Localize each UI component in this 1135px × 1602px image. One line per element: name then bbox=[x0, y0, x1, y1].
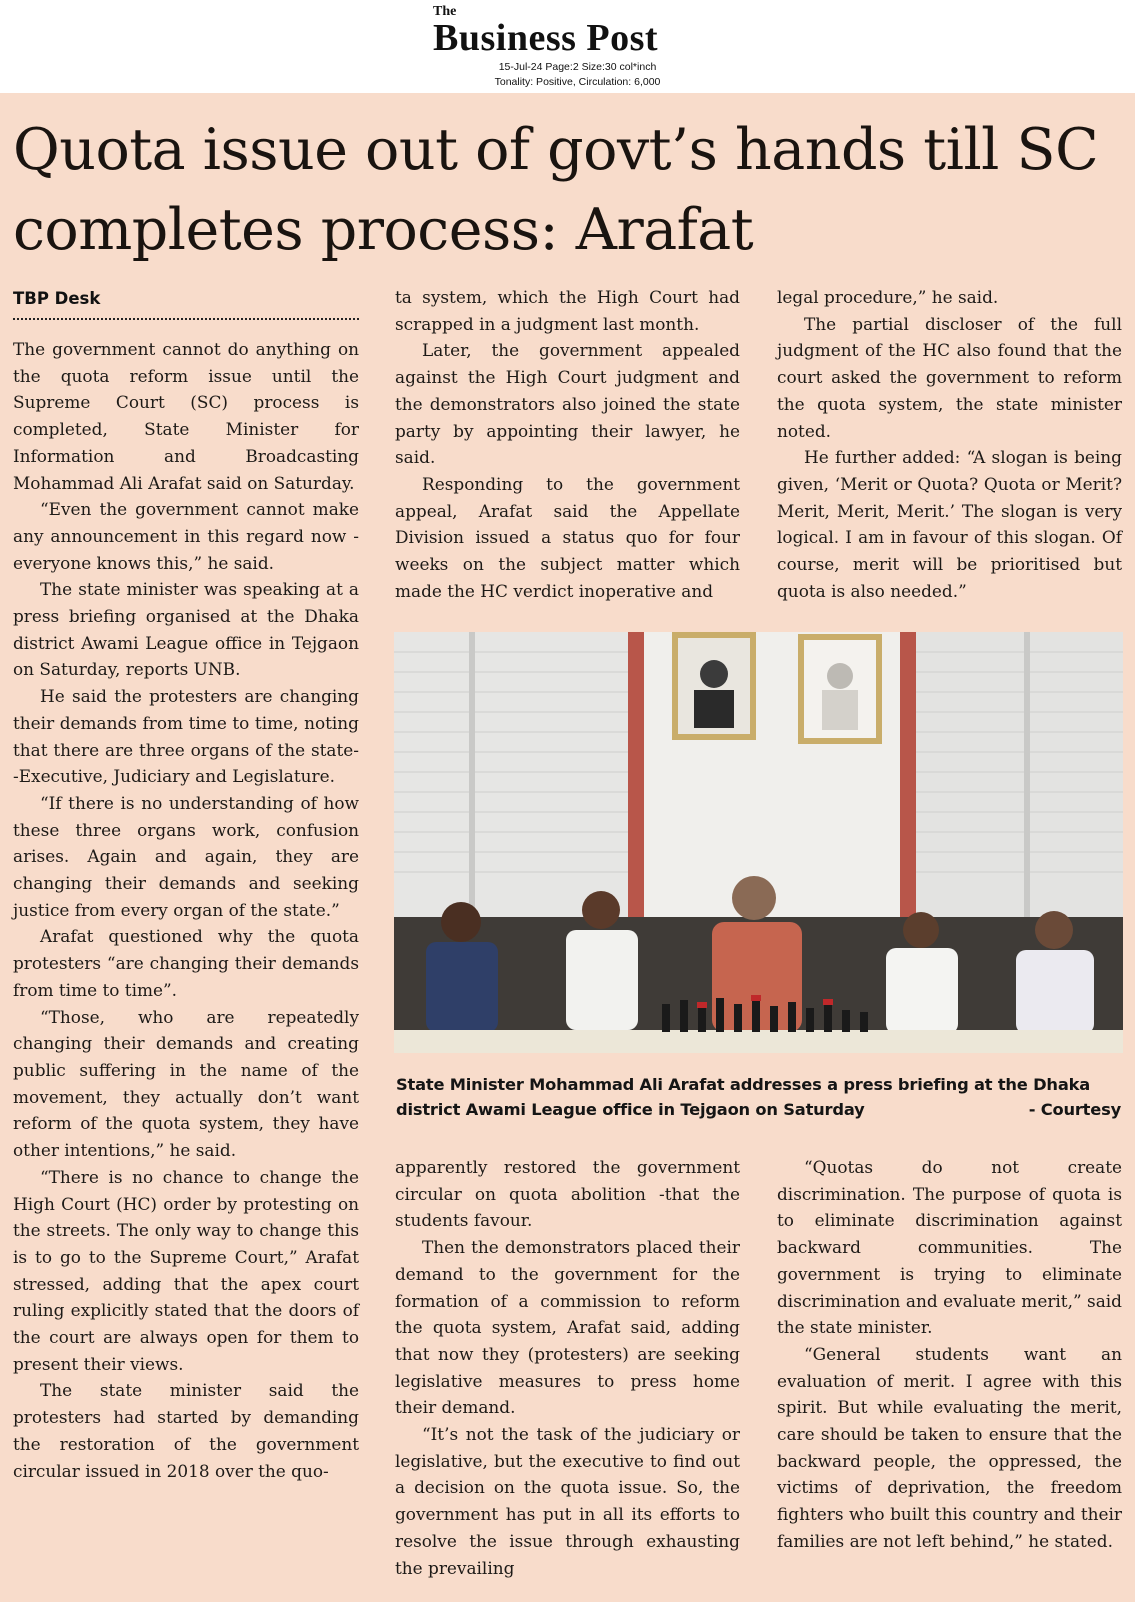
paragraph: legal procedure,” he said. bbox=[777, 287, 999, 307]
paragraph: “There is no chance to change the High Court (HC) order by protesting on the streets. The only way to change this is to go to the Supreme Court,” Arafat stressed, adding that the apex court ruling explicitly stated that the doors of the court are always open for them to present their views. bbox=[13, 1166, 359, 1374]
paragraph: “It’s not the task of the judiciary or legislative, but the executive to find out a decision on the quota issue. So, the government has put in all its efforts to resolve the issue through exhausting the prevailing bbox=[395, 1424, 740, 1578]
paragraph: He further added: “A slogan is being given, ‘Merit or Quota? Quota or Merit? Merit, Merit, Merit.’ The slogan is very logical. I am in favour of this slogan. Of course, merit will be prioritised but quota is also needed.” bbox=[777, 447, 1122, 601]
clip-meta-line1: 15-Jul-24 Page:2 Size:30 col*inch bbox=[498, 61, 657, 73]
paragraph: The state minister said the protesters had started by demanding the restoration of the government circular issued in 2018 over the quo- bbox=[13, 1380, 359, 1481]
paragraph: “General students want an evaluation of merit. I agree with this spirit. But while evaluating the merit, care should be taken to ensure that the backward people, the oppressed, the victims of deprivation, the freedom fighters who built this country and their families are not left behind,” he stated. bbox=[777, 1343, 1122, 1551]
press-briefing-illustration bbox=[394, 632, 1123, 1053]
paragraph: Responding to the government appeal, Arafat said the Appellate Division issued a status quo for four weeks on the subject matter which made the HC verdict inoperative and bbox=[395, 473, 740, 601]
paragraph: He said the protesters are changing their demands from time to time, noting that there are three organs of the state--Executive, Judiciary and Legislature. bbox=[13, 686, 359, 787]
column-2-bottom bbox=[395, 1154, 740, 1581]
photo-caption bbox=[396, 1072, 1121, 1122]
byline-divider bbox=[13, 318, 359, 320]
column-1 bbox=[13, 336, 359, 1484]
paragraph: Then the demonstrators placed their demand to the government for the formation of a commission to reform the quota system, Arafat said, adding that now they (protesters) are seeking legislative measures to press home their demand. bbox=[395, 1237, 740, 1418]
column-3-top bbox=[777, 284, 1122, 604]
paragraph: The government cannot do anything on the quota reform issue until the Supreme Court (SC) process is completed, State Minister for Information and Broadcasting Mohammad Ali Arafat said on Saturday. bbox=[13, 339, 359, 493]
paragraph: “Even the government cannot make any announcement in this regard now - everyone knows this,” he said. bbox=[13, 499, 359, 573]
paragraph: “Quotas do not create discrimination. The purpose of quota is to eliminate discrimination against backward communities. The government is trying to eliminate discrimination and evaluate merit,” said the state minister. bbox=[777, 1157, 1122, 1338]
publication-logo: Business Post bbox=[433, 17, 659, 59]
clip-meta-line2: Tonality: Positive, Circulation: 6,000 bbox=[494, 76, 661, 88]
paragraph: The partial discloser of the full judgment of the HC also found that the court asked the government to reform the quota system, the state minister noted. bbox=[777, 313, 1122, 441]
paragraph: Later, the government appealed against the High Court judgment and the demonstrators also joined the state party by appointing their lawyer, he said. bbox=[395, 340, 740, 468]
byline: TBP Desk bbox=[13, 289, 101, 308]
press-briefing-photo bbox=[394, 632, 1123, 1053]
caption-text: State Minister Mohammad Ali Arafat addresses a press briefing at the Dhaka district Awami League office in Tejgaon on Saturday bbox=[396, 1075, 1091, 1119]
paragraph: ta system, which the High Court had scrapped in a judgment last month. bbox=[395, 287, 740, 334]
paragraph: “If there is no understanding of how these three organs work, confusion arises. Again and again, they are changing their demands and seeking justice from every organ of the state.” bbox=[13, 792, 359, 920]
paragraph: The state minister was speaking at a press briefing organised at the Dhaka district Awami League office in Tejgaon on Saturday, reports UNB. bbox=[13, 579, 359, 680]
paragraph: Arafat questioned why the quota protesters “are changing their demands from time to time”. bbox=[13, 926, 359, 1000]
photo-credit: - Courtesy bbox=[1028, 1100, 1121, 1119]
paragraph: apparently restored the government circular on quota abolition -that the students favour. bbox=[395, 1157, 740, 1231]
headline: Quota issue out of govt’s hands till SC completes process: Arafat bbox=[13, 117, 1099, 263]
masthead bbox=[0, 0, 1135, 93]
column-3-bottom bbox=[777, 1154, 1122, 1555]
column-2-top bbox=[395, 284, 740, 604]
brand-small: The bbox=[433, 4, 457, 19]
paragraph: “Those, who are repeatedly changing their demands and creating public suffering in the name of the movement, they actually don’t want reform of the quota system, they have other intentions,” he said. bbox=[13, 1006, 359, 1161]
